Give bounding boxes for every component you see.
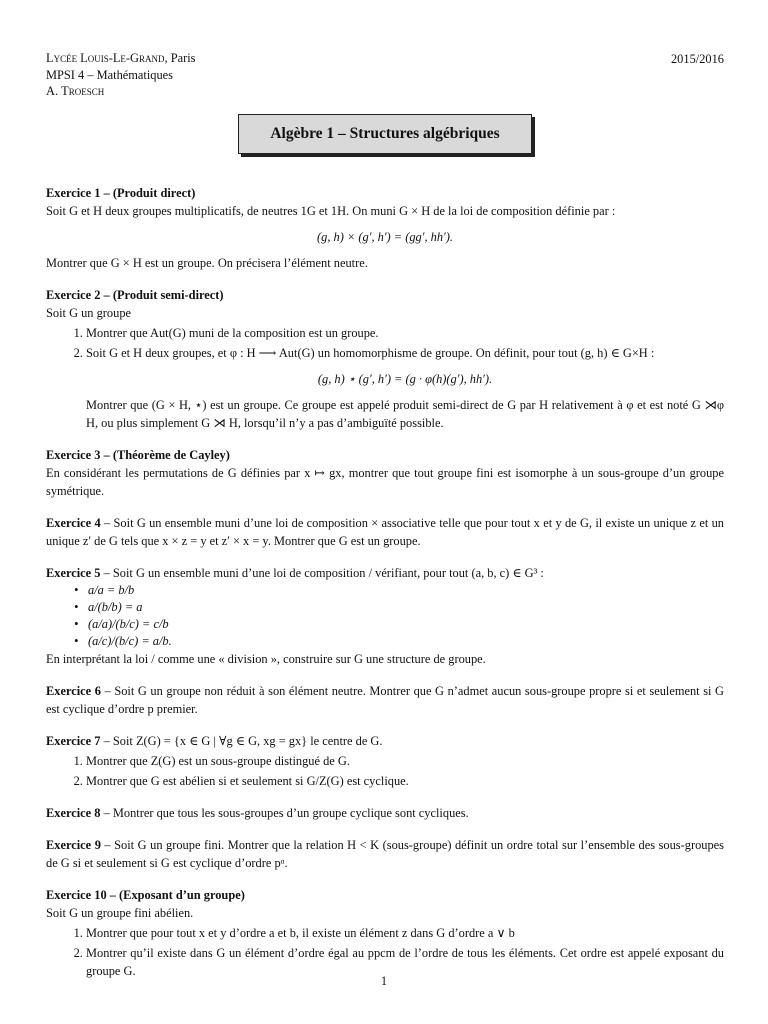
exercise-2-heading: Exercice 2 – (Produit semi-direct) <box>46 287 224 302</box>
exercise-5-axioms <box>46 582 724 650</box>
exercise-10-text: Soit G un groupe fini abélien. <box>46 905 194 920</box>
school-name: Lycée Louis-Le-Grand <box>46 51 165 65</box>
school-line <box>46 50 196 67</box>
exercise-8-heading: Exercice 8 <box>46 805 101 820</box>
exercise-8 <box>46 804 724 822</box>
exercise-7 <box>46 732 724 790</box>
class-line: MPSI 4 – Mathématiques <box>46 67 173 82</box>
exercise-2-item-1: 1. Montrer que Aut(G) muni de la composition est un groupe. <box>86 324 724 342</box>
author-line <box>46 83 196 100</box>
exercise-2-item-2 <box>86 344 724 432</box>
exercise-2-text: Soit G un groupe <box>46 305 132 320</box>
exercise-8-text: – Montrer que tous les sous-groupes d’un groupe cyclique sont cycliques. <box>100 805 469 820</box>
exercise-9 <box>46 836 724 872</box>
title-wrap <box>46 114 724 154</box>
exercise-10 <box>46 886 724 980</box>
page-number: 1 <box>380 974 388 988</box>
exercise-9-heading: Exercice 9 <box>46 837 101 852</box>
exercise-5-question: En interprétant la loi / comme une « division », construire sur G une structure de groupe. <box>46 651 486 666</box>
exercise-1-formula: (g, h) × (g′, h′) = (gg′, hh′). <box>317 229 453 244</box>
exercise-6 <box>46 682 724 718</box>
exercise-2 <box>46 286 724 432</box>
exercise-10-item-2: 2. Montrer qu’il existe dans G un élément d’ordre égal au ppcm de l’ordre de tous les éléments. Cet ordre est appelé exposant du groupe G. <box>86 944 724 980</box>
exercise-4 <box>46 514 724 550</box>
axiom-item: • (a/c)/(b/c) = a/b. <box>88 633 724 650</box>
exercise-1-text: Soit G et H deux groupes multiplicatifs, de neutres 1G et 1H. On muni G × H de la loi de composition définie par : <box>46 203 616 218</box>
exercise-3-heading: Exercice 3 – (Théorème de Cayley) <box>46 447 230 462</box>
exercise-4-heading: Exercice 4 <box>46 515 101 530</box>
exercise-1 <box>46 184 724 272</box>
exercise-5 <box>46 564 724 668</box>
exercise-10-heading: Exercice 10 – (Exposant d’un groupe) <box>46 887 245 902</box>
header <box>46 50 724 100</box>
exercise-7-text: – Soit Z(G) = {x ∈ G | ∀g ∈ G, xg = gx} le centre de G. <box>100 733 383 748</box>
author-name: Troesch <box>61 84 105 98</box>
exercise-3-text: En considérant les permutations de G définies par x ↦ gx, montrer que tout groupe fini est isomorphe à un sous-groupe d’un groupe symétrique. <box>46 465 724 498</box>
axiom-item: • a/a = b/b <box>88 582 724 599</box>
exercise-1-heading: Exercice 1 – (Produit direct) <box>46 185 196 200</box>
exercise-2-formula: (g, h) ⋆ (g′, h′) = (g · φ(h)(g′), hh′). <box>317 371 493 386</box>
exercise-7-item-2: 2. Montrer que G est abélien si et seulement si G/Z(G) est cyclique. <box>86 772 724 790</box>
school-year: 2015/2016 <box>670 52 724 66</box>
exercise-3 <box>46 446 724 500</box>
school-city: , Paris <box>164 51 196 65</box>
header-left <box>46 50 196 100</box>
exercise-7-heading: Exercice 7 <box>46 733 101 748</box>
author-initial: A. <box>46 84 62 98</box>
exercise-7-item-1: 1. Montrer que Z(G) est un sous-groupe distingué de G. <box>86 752 724 770</box>
exercise-2-item-2-text: Soit G et H deux groupes, et φ : H ⟶ Aut(G) un homomorphisme de groupe. On définit, pour tout (g, h) ∈ G×H : <box>86 345 655 360</box>
axiom-item: • a/(b/b) = a <box>88 599 724 616</box>
axiom-item: • (a/a)/(b/c) = c/b <box>88 616 724 633</box>
exercise-2-list <box>46 324 724 432</box>
page <box>46 50 724 982</box>
exercise-6-heading: Exercice 6 <box>46 683 101 698</box>
exercise-4-text: – Soit G un ensemble muni d’une loi de composition × associative telle que pour tout x et y de G, il existe un unique z et un unique z′ de G tels que x × z = y et z′ × x = y. Montrer que G est un groupe. <box>46 515 724 548</box>
exercise-5-text: – Soit G un ensemble muni d’une loi de composition / vérifiant, pour tout (a, b, c) ∈ G³ : <box>100 565 544 580</box>
document-title: Algèbre 1 – Structures algébriques <box>238 114 532 154</box>
exercise-9-text: – Soit G un groupe fini. Montrer que la relation H < K (sous-groupe) définit un ordre total sur l’ensemble des sous-groupes de G si et seulement si G est cyclique d’ordre pᵅ. <box>46 837 724 870</box>
exercise-10-item-1: 1. Montrer que pour tout x et y d’ordre a et b, il existe un élément z dans G d’ordre a ∨ b <box>86 924 724 942</box>
exercise-5-heading: Exercice 5 <box>46 565 101 580</box>
exercise-6-text: – Soit G un groupe non réduit à son élément neutre. Montrer que G n’admet aucun sous-groupe propre si et seulement si G est cyclique d’ordre p premier. <box>46 683 724 716</box>
exercise-1-question: Montrer que G × H est un groupe. On précisera l’élément neutre. <box>46 255 368 270</box>
exercise-2-item-2-continued: Montrer que (G × H, ⋆) est un groupe. Ce groupe est appelé produit semi-direct de G par H relativement à φ et est noté G ⋊φ H, ou plus simplement G ⋊ H, lorsqu’il n’y a pas d’ambiguïté possible. <box>86 397 724 430</box>
exercise-7-list <box>46 752 724 790</box>
